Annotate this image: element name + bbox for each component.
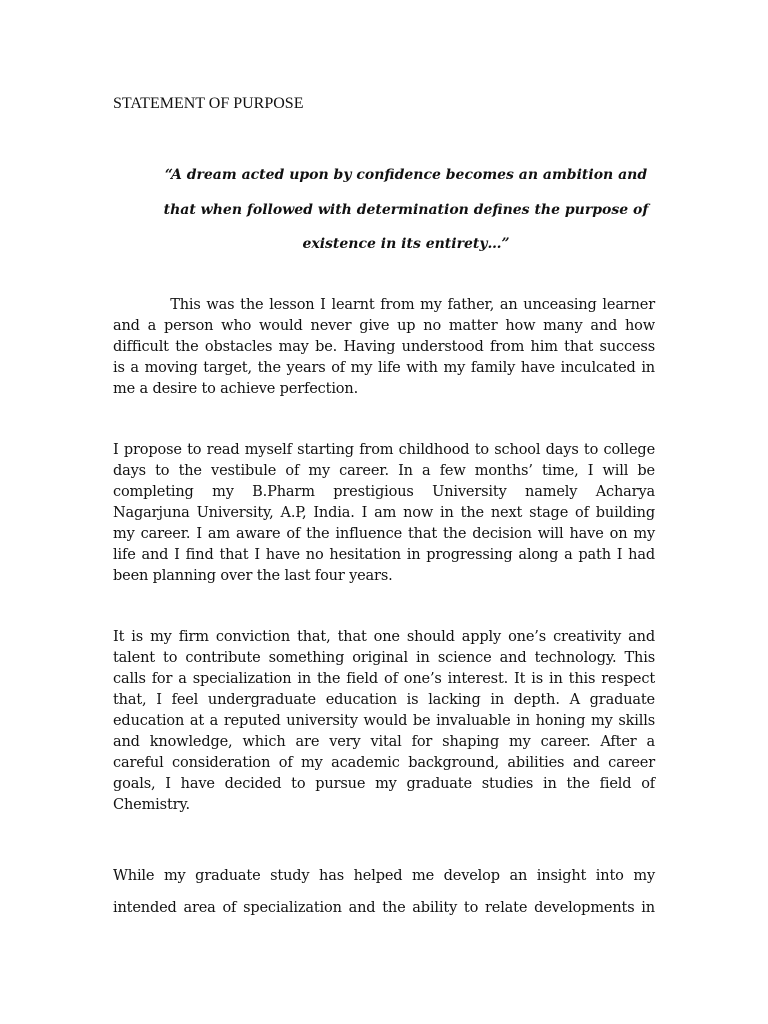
text-line: While my graduate study has helped me develop an insight into my xyxy=(113,868,655,884)
text-line: talent to contribute something original in science and technology. This xyxy=(113,650,655,666)
text-line: that, I feel undergraduate education is lacking in depth. A graduate xyxy=(113,692,655,708)
text-line: I propose to read myself starting from childhood to school days to college xyxy=(113,442,655,458)
opening-quote xyxy=(113,158,699,262)
text-line: difficult the obstacles may be. Having understood from him that success xyxy=(113,339,655,355)
text-line: goals, I have decided to pursue my graduate studies in the field of xyxy=(113,776,655,792)
text-line: days to the vestibule of my career. In a few months’ time, I will be xyxy=(113,463,655,479)
quote-line: “A dream acted upon by confidence becomes an ambition and xyxy=(164,167,648,183)
text-line: is a moving target, the years of my life with my family have inculcated in xyxy=(113,360,655,376)
text-line: my career. I am aware of the influence that the decision will have on my xyxy=(113,526,655,542)
paragraph-career-path xyxy=(113,440,655,587)
text-line: and knowledge, which are very vital for shaping my career. After a xyxy=(113,734,655,750)
text-line: It is my firm conviction that, that one should apply one’s creativity and xyxy=(113,629,655,645)
text-line: education at a reputed university would be invaluable in honing my skills xyxy=(113,713,655,729)
text-line: intended area of specialization and the ability to relate developments in xyxy=(113,900,655,916)
text-line: careful consideration of my academic background, abilities and career xyxy=(113,755,655,771)
text-line: been planning over the last four years. xyxy=(113,568,393,584)
document-heading: STATEMENT OF PURPOSE xyxy=(113,95,304,112)
text-line: me a desire to achieve perfection. xyxy=(113,381,359,397)
text-line: completing my B.Pharm prestigious University namely Acharya xyxy=(113,484,655,500)
paragraph-graduate-study xyxy=(113,860,655,924)
quote-line: existence in its entirety…” xyxy=(302,236,510,252)
text-line: life and I find that I have no hesitation in progressing along a path I had xyxy=(113,547,655,563)
paragraph-conviction xyxy=(113,627,655,816)
quote-line: that when followed with determination defines the purpose of xyxy=(163,201,649,218)
paragraph-father-lesson xyxy=(113,295,655,400)
text-line: calls for a specialization in the field of one’s interest. It is in this respect xyxy=(113,671,655,687)
text-line: This was the lesson I learnt from my father, an unceasing learner xyxy=(113,297,655,313)
text-line: Chemistry. xyxy=(113,797,190,813)
text-line: Nagarjuna University, A.P, India. I am now in the next stage of building xyxy=(113,505,655,521)
text-line: and a person who would never give up no matter how many and how xyxy=(113,318,655,334)
